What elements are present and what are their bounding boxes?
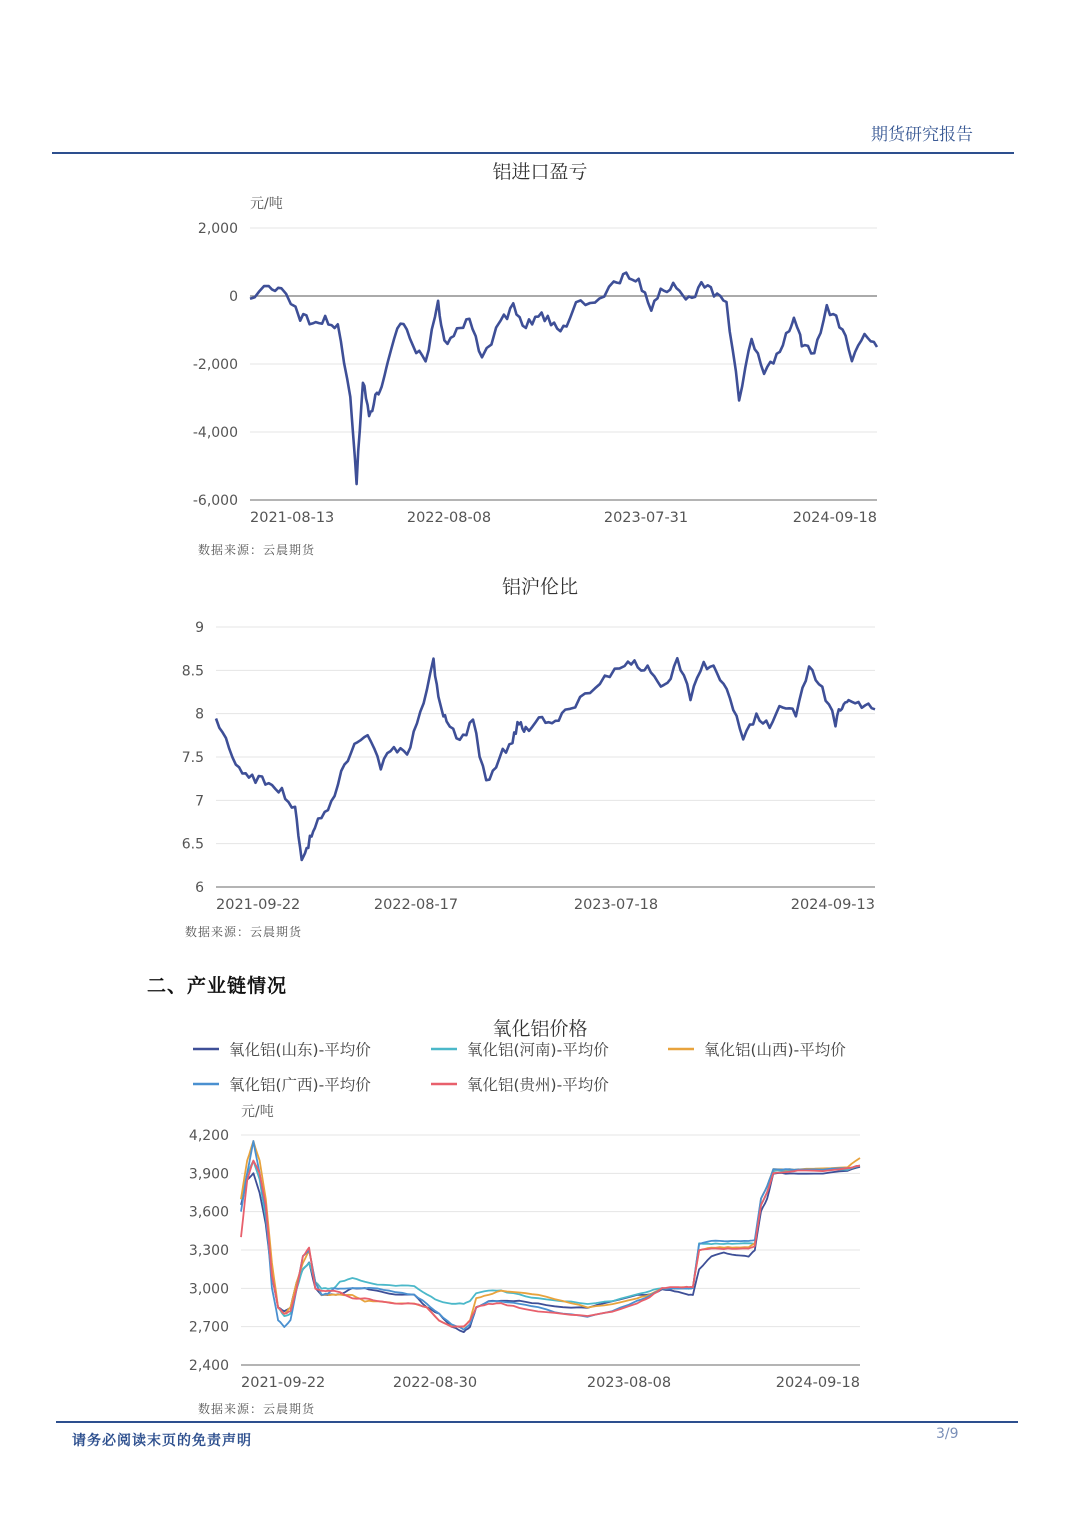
x-tick-label: 2022-08-17 <box>373 897 459 913</box>
chart-source-shfe-lme-ratio: 数据来源：云晨期货 <box>185 925 303 939</box>
x-tick-label: 2022-08-08 <box>406 510 492 526</box>
y-tick-label: 2,700 <box>188 1319 229 1336</box>
y-tick-label: 8.5 <box>181 663 204 680</box>
section-heading: 二、产业链情况 <box>147 975 288 997</box>
legend-label: 氧化铝(广西)-平均价 <box>229 1076 371 1094</box>
x-tick-label: 2021-09-22 <box>216 897 301 913</box>
y-tick-label: 7.5 <box>181 750 204 766</box>
footer-divider <box>56 1421 1018 1423</box>
y-tick-label: 2,400 <box>188 1358 229 1374</box>
x-tick-label: 2023-07-31 <box>603 510 689 526</box>
y-tick-label: 7 <box>195 793 204 810</box>
y-tick-label: 2,000 <box>197 221 238 237</box>
x-tick-label: 2021-08-13 <box>250 510 335 526</box>
chart-source-alumina-price: 数据来源：云晨期货 <box>198 1402 316 1416</box>
x-tick-label: 2023-08-08 <box>586 1375 672 1391</box>
y-tick-label: 4,200 <box>188 1128 229 1144</box>
legend-label: 氧化铝(河南)-平均价 <box>467 1041 609 1059</box>
y-tick-label: 3,300 <box>188 1243 229 1259</box>
series-line <box>241 1141 860 1330</box>
x-tick-label: 2024-09-18 <box>792 510 877 526</box>
y-axis-unit: 元/吨 <box>241 1104 274 1120</box>
y-tick-label: -6,000 <box>192 493 238 509</box>
y-tick-label: 3,900 <box>188 1166 229 1183</box>
chart-title-alumina-price: 氧化铝价格 <box>492 1018 588 1040</box>
y-tick-label: -4,000 <box>192 425 238 441</box>
y-tick-label: 3,600 <box>188 1204 229 1221</box>
x-tick-label: 2024-09-18 <box>775 1375 860 1391</box>
legend-label: 氧化铝(山西)-平均价 <box>704 1041 846 1059</box>
y-tick-label: 8 <box>195 706 204 723</box>
y-tick-label: -2,000 <box>192 357 238 373</box>
legend-label: 氧化铝(贵州)-平均价 <box>467 1076 609 1094</box>
x-tick-label: 2022-08-30 <box>392 1375 478 1391</box>
chart-title-import-profit: 铝进口盈亏 <box>492 161 588 183</box>
x-tick-label: 2024-09-13 <box>790 897 875 913</box>
y-tick-label: 0 <box>229 289 238 305</box>
y-tick-label: 9 <box>195 620 204 636</box>
page-number: 3/9 <box>936 1426 959 1442</box>
chart-title-shfe-lme-ratio: 铝沪伦比 <box>501 576 578 598</box>
chart-source-import-profit: 数据来源：云晨期货 <box>198 543 316 557</box>
y-tick-label: 6 <box>195 880 204 896</box>
disclaimer-note[interactable]: 请务必阅读末页的免责声明 <box>72 1433 252 1449</box>
y-tick-label: 6.5 <box>181 836 204 853</box>
legend-label: 氧化铝(山东)-平均价 <box>229 1041 371 1059</box>
y-tick-label: 3,000 <box>188 1281 229 1298</box>
x-tick-label: 2021-09-22 <box>241 1375 326 1391</box>
x-tick-label: 2023-07-18 <box>573 897 659 913</box>
report-type-label: 期货研究报告 <box>871 125 973 145</box>
y-axis-unit: 元/吨 <box>250 196 283 212</box>
